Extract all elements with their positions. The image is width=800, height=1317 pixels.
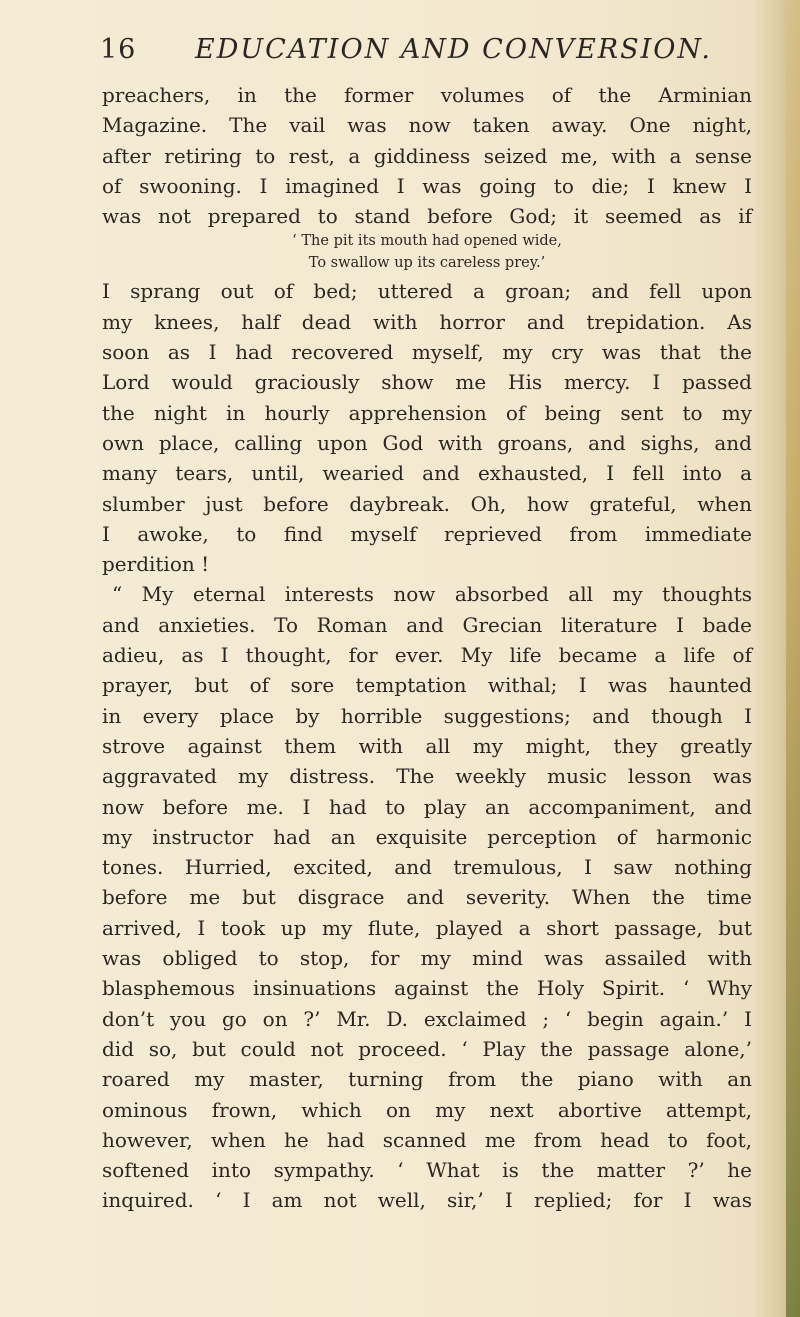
text-line: inquired. ‘ I am not well, sir,’ I replied; for I was [102, 1188, 752, 1213]
text-line: slumber just before daybreak. Oh, how grateful, when [102, 491, 752, 516]
body-text [102, 80, 752, 1216]
text-line: many tears, until, wearied and exhausted, I fell into a [102, 461, 752, 486]
paragraph-3 [102, 579, 752, 1215]
text-line: ominous frown, which on my next abortive attempt, [102, 1097, 752, 1122]
text-line: preachers, in the former volumes of the Arminian [102, 83, 752, 107]
text-line: the night in hourly apprehension of being sent to my [102, 400, 752, 425]
text-line: strove against them with all my might, they greatly [102, 733, 752, 758]
text-line: Lord would graciously show me His mercy. I passed [102, 370, 752, 395]
text-line: in every place by horrible suggestions; and though I [102, 703, 752, 728]
text-line: arrived, I took up my flute, played a short passage, but [102, 915, 752, 940]
text-line: aggravated my distress. The weekly music lesson was [102, 764, 752, 789]
text-line: softened into sympathy. ‘ What is the matter ?’ he [102, 1158, 752, 1183]
verse-line: ‘ The pit its mouth had opened wide, [292, 233, 562, 250]
text-line: own place, calling upon God with groans, and sighs, and [102, 430, 752, 455]
paragraph-1 [102, 80, 752, 231]
text-line: and anxieties. To Roman and Grecian literature I bade [102, 612, 752, 637]
text-line: now before me. I had to play an accompaniment, and [102, 794, 752, 819]
text-line: my knees, half dead with horror and trepidation. As [102, 309, 752, 334]
text-line: before me but disgrace and severity. When the time [102, 885, 752, 910]
text-line: soon as I had recovered myself, my cry was that the [102, 340, 752, 365]
page-number: 16 [100, 34, 137, 65]
text-line: I sprang out of bed; uttered a groan; and fell upon [102, 279, 752, 304]
text-line: I awoke, to find myself reprieved from immediate [102, 521, 752, 546]
page-header [100, 34, 750, 74]
text-line: Magazine. The vail was now taken away. One night, [102, 113, 752, 138]
text-line: roared my master, turning from the piano with an [102, 1067, 752, 1092]
text-line: did so, but could not proceed. ‘ Play the passage alone,’ [102, 1036, 752, 1061]
text-line: “ My eternal interests now absorbed all my thoughts [112, 582, 752, 607]
running-head: EDUCATION AND CONVERSION. [195, 34, 712, 65]
paragraph-2 [102, 276, 752, 579]
text-line: after retiring to rest, a giddiness seized me, with a sense [102, 143, 752, 168]
text-line: blasphemous insinuations against the Holy Spirit. ‘ Why [102, 976, 752, 1001]
text-line: don’t you go on ?’ Mr. D. exclaimed ; ‘ begin again.’ I [102, 1006, 752, 1031]
verse-quote [102, 232, 752, 272]
text-line: tones. Hurried, excited, and tremulous, I saw nothing [102, 855, 752, 880]
text-line: my instructor had an exquisite perception of harmonic [102, 824, 752, 849]
text-line: was obliged to stop, for my mind was assailed with [102, 946, 752, 971]
text-line: however, when he had scanned me from head to foot, [102, 1127, 752, 1152]
text-line: was not prepared to stand before God; it seemed as if [102, 204, 752, 229]
text-line: perdition ! [102, 552, 210, 577]
page-edge [786, 0, 800, 1317]
text-line: prayer, but of sore temptation withal; I was haunted [102, 673, 752, 698]
text-line: adieu, as I thought, for ever. My life became a life of [102, 643, 752, 668]
text-line: of swooning. I imagined I was going to die; I knew I [102, 173, 752, 198]
verse-line: To swallow up its careless prey.’ [308, 255, 546, 272]
